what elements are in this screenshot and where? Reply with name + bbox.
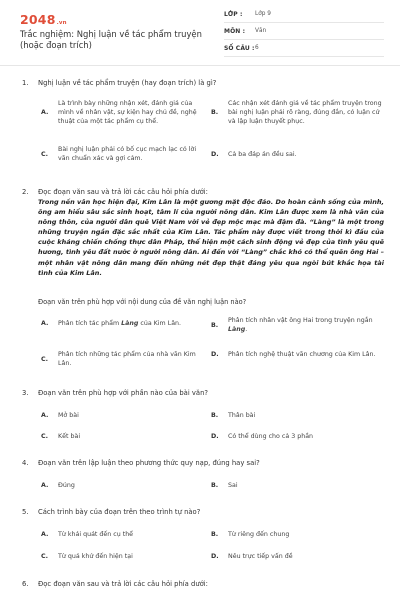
question-heading <box>20 580 384 589</box>
meta-table <box>224 6 384 57</box>
option-d[interactable] <box>210 552 384 561</box>
option-letter: C. <box>41 433 49 440</box>
sub-question-text: Đoạn văn trên phù hợp với nội dung của đề văn nghị luận nào? <box>38 298 247 306</box>
site-logo[interactable] <box>20 12 67 27</box>
option-text: Kết bài <box>58 433 81 440</box>
question-2 <box>20 188 384 197</box>
option-text <box>228 316 384 334</box>
option-letter: C. <box>41 355 49 363</box>
option-text-before: Phân tích tác phẩm <box>58 320 122 327</box>
option-letter: A. <box>41 320 49 327</box>
option-a[interactable] <box>40 319 204 328</box>
meta-key: MÔN : <box>224 27 246 35</box>
option-letter: D. <box>211 351 219 358</box>
option-letter: C. <box>41 553 49 560</box>
option-d[interactable] <box>210 150 384 159</box>
option-c[interactable] <box>40 350 204 368</box>
question-text: Đọc đoạn văn sau và trả lời các câu hỏi phía dưới: <box>38 188 208 196</box>
option-d[interactable] <box>210 432 384 441</box>
work-title: Làng <box>228 326 246 334</box>
option-a[interactable] <box>40 99 204 127</box>
option-text-after: . <box>245 326 248 334</box>
option-letter: C. <box>41 150 49 158</box>
option-letter: A. <box>41 109 49 117</box>
question-3 <box>20 389 384 440</box>
meta-value: 6 <box>255 45 259 51</box>
option-text <box>58 319 204 328</box>
question-number: 5. <box>22 508 29 516</box>
option-b[interactable] <box>210 530 384 539</box>
page-header <box>0 0 400 66</box>
question-heading <box>20 188 384 197</box>
option-c[interactable] <box>40 145 204 163</box>
question-number: 1. <box>22 79 29 87</box>
option-text: Phân tích những tác phẩm của nhà văn Kim Lân. <box>58 351 196 368</box>
option-a[interactable] <box>40 481 204 490</box>
option-a[interactable] <box>40 530 204 539</box>
option-b[interactable] <box>210 411 384 420</box>
meta-row-grade <box>224 6 384 23</box>
question-text: Cách trình bày của đoạn trên theo trình tự nào? <box>38 508 201 516</box>
meta-key: SỐ CÂU : <box>224 44 255 52</box>
option-text: Từ khái quát đến cụ thể <box>58 531 134 538</box>
question-text: Nghị luận về tác phẩm truyện (hay đoạn trích) là gì? <box>38 79 217 87</box>
work-title: Làng <box>121 320 139 327</box>
option-c[interactable] <box>40 432 204 441</box>
meta-value: Lớp 9 <box>255 11 271 17</box>
option-d[interactable] <box>210 350 384 359</box>
question-5 <box>20 508 384 560</box>
question-heading <box>20 508 384 517</box>
question-number: 3. <box>22 389 29 397</box>
option-letter: B. <box>211 109 219 117</box>
meta-key: LỚP : <box>224 10 243 18</box>
meta-row-subject <box>224 23 384 40</box>
option-letter: D. <box>211 553 219 560</box>
option-letter: D. <box>211 433 219 440</box>
question-number: 2. <box>22 188 29 196</box>
question-heading <box>20 79 384 88</box>
option-text: Mở bài <box>58 412 79 419</box>
option-text: Từ riêng đến chung <box>228 531 290 538</box>
option-letter: B. <box>211 321 219 329</box>
option-a[interactable] <box>40 411 204 420</box>
option-text: Phân tích nghệ thuật văn chương của Kim Lân. <box>228 351 376 358</box>
meta-value: Văn <box>255 28 267 34</box>
option-text: Nêu trực tiếp vấn đề <box>228 553 293 560</box>
option-text: Thân bài <box>228 412 256 419</box>
option-letter: A. <box>41 482 49 489</box>
option-b[interactable] <box>210 316 384 334</box>
option-c[interactable] <box>40 552 204 561</box>
meta-row-count <box>224 40 384 57</box>
question-4 <box>20 459 384 489</box>
option-text-before: Phân tích nhân vật ông Hai trong truyện ngắn <box>228 317 373 324</box>
question-1 <box>20 79 384 163</box>
question-6 <box>20 580 384 589</box>
question-heading <box>20 459 384 468</box>
option-text: Các nhận xét đánh giá về tác phẩm truyện trong bài nghị luận phải rõ ràng, đúng đắn, có luận cứ và lập luận thuyết phục. <box>228 100 382 126</box>
option-text: Từ quá khứ đến hiện tại <box>58 553 133 560</box>
option-letter: A. <box>41 531 49 538</box>
option-letter: B. <box>211 482 219 489</box>
option-text: Bài nghị luận phải có bố cục mạch lạc có lời văn chuẩn xác và gợi cảm. <box>58 146 197 163</box>
logo-suffix: .vn <box>56 20 67 26</box>
option-text-after: của Kim Lân. <box>138 320 182 327</box>
question-heading <box>20 389 384 398</box>
option-text: Có thể dùng cho cả 3 phần <box>228 433 314 440</box>
option-letter: D. <box>211 151 219 158</box>
option-letter: B. <box>211 531 219 538</box>
question-text: Đoạn văn trên lập luận theo phương thức quy nạp, đúng hay sai? <box>38 459 260 467</box>
question-text: Đọc đoạn văn sau và trả lời các câu hỏi phía dưới: <box>38 580 208 588</box>
option-text: Sai <box>228 482 238 489</box>
page-title: Trắc nghiệm: Nghị luận về tác phẩm truyện (hoặc đoạn trích) <box>20 29 202 50</box>
question-number: 4. <box>22 459 29 467</box>
question-text: Đoạn văn trên phù hợp với phần nào của bài văn? <box>38 389 208 397</box>
option-text: Là trình bày những nhận xét, đánh giá của mình về nhân vật, sự kiện hay chủ đề, nghệ thuật của một tác phẩm cụ thể. <box>58 100 197 126</box>
option-b[interactable] <box>210 99 384 127</box>
option-letter: A. <box>41 412 49 419</box>
option-letter: B. <box>211 412 219 419</box>
logo-text: 2048 <box>20 12 56 27</box>
option-b[interactable] <box>210 481 384 490</box>
option-text: Đúng <box>58 482 75 489</box>
reading-passage: Trong nền văn học hiện đại, Kim Lân là một gương mặt độc đáo. Do hoàn cảnh sống của mình, ông am hiểu sâu sắc sinh hoạt, tâm lí của người nông dân. Kim Lân được xem là nhà văn của nông thôn, của người dân quê Việt Nam với vẻ đẹp mộc mạc mà đậm đà. “Làng” là một trong những truyện ngắn đặc sắc nhất của Kim Lân. Tác phẩm này được viết trong thời kì đầu của cuộc kháng chiến chống thực dân Pháp, thể hiện một cách sinh động vẻ đẹp của tình yêu quê hương, tình yêu đất nước ở người nông dân. Ai đến với “Làng” chắc khó có thể quên ông Hai – một nhân vật nông dân mang đến những nét đẹp thật đáng yêu qua ngòi bút khắc họa tài tình của Kim Lân. <box>38 198 384 277</box>
question-number: 6. <box>22 580 29 588</box>
option-text: Cả ba đáp án đều sai. <box>228 151 297 158</box>
